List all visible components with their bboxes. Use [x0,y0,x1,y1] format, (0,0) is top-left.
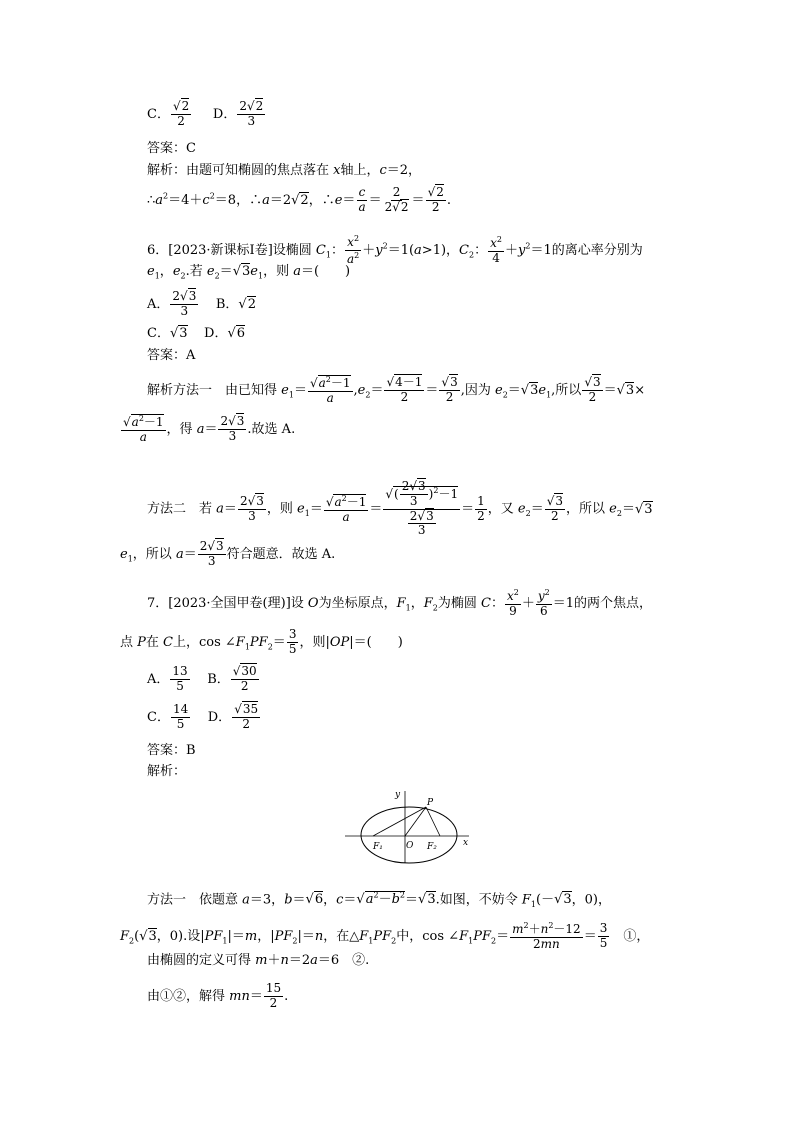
q7-stem-line1: 7．[2023·全国甲卷(理)]设 O为坐标原点，$F_1$，$F_2$为椭圆 C： $\frac{x^2}{9}$ ＋ $\frac{y^2}{6}$ ＝1的两个焦点， [147,588,653,618]
ellipse-figure [345,785,475,865]
q6-options-cd: C．√ 3 D．√ 6 [147,325,245,343]
q7-stem-line2: 点 P在 C上，$\cos \angle F_1PF_2=$ $\frac{3}{5}$ ，则|OP|＝( ) [120,627,403,656]
q7-method1-line4: 由①②，解得 mn＝ $\frac{15}{2}$ . [147,981,289,1010]
q7-options-ab: A． $\frac{13}{5}$ B． √ $\frac{30}{2}$ [147,665,260,694]
fraction: $\frac{2√ 2}{3}$ [237,100,265,129]
q6-method2-line1: 方法二 若 a＝ $\frac{2√ 3}{3}$ ，则 $e_1=$ √ $\frac{a^2-1}{a}$ ＝ √ ( $\frac{2√ 3}{3}$ )$^2$－1 $\frac{2√ 3}{3}$ ＝ $\frac{1}{2}$ ，又 $e_2=$ √ $\frac{3}{2}$ ，所以 $e_2=√$ 3 [147,480,653,538]
q6-method2-line2: $e_1$，所以 a＝ $\frac{2√ 3}{3}$ 符合题意．故选 A. [120,540,335,569]
fig-label-f1: F₁ [373,842,383,852]
q5-options: C． √ $\frac{2}{2}$ D． $\frac{2√ 2}{3}$ [147,100,266,129]
q6-method1-line1: 解析方法一 由已知得 $e_1=$ √ $\frac{a^2-1}{a}$ $,e_2=$ √ $\frac{4-1}{2}$ ＝ √ $\frac{3}{2}$ ,因为 $e_2=√$ $3e_1$,所以 √ $\frac{3}{2}$ ＝√ 3× [147,375,645,406]
q7-analysis-label: 解析： [147,764,187,779]
q7-options-cd: C． $\frac{14}{5}$ D． √ $\frac{35}{2}$ [147,703,261,732]
q5-analysis-line2: $\therefore a^2=4+c^2=8$，∴a＝2√ 2，∴e＝ $\frac{c}{a}$ ＝ $\frac{2}{2√ 2}$ ＝ √ $\frac{2}{2}$ . [147,186,451,215]
fraction: √ $\frac{2}{2}$ [171,100,191,129]
q6-stem-line2: $e_1$，$e_2$.若 $e_2=√$ $3e_1$，则 a＝( ) [147,263,350,286]
fig-label-o: O [406,841,414,851]
fig-label-y: y [395,790,401,800]
q6-stem-line1: 6．[2023·新课标Ⅰ卷]设椭圆 $C_1$： $\frac{x^2}{a^2}$ $+y^2=1(a>1)$，$C_2$： $\frac{x^2}{4}$ $+y^2=1$的离心率分别为 [147,234,643,266]
q7-answer: 答案：B [147,743,196,758]
q6-method1-line2: √ $\frac{a^2-1}{a}$ ，得 a＝ $\frac{2√ 3}{3}$ .故选 A. [120,414,295,445]
q5-answer: 答案：C [147,141,196,156]
q5-analysis-line1: 解析：由题可知椭圆的焦点落在 x轴上，c＝2， [147,163,422,178]
fig-label-x: x [463,838,469,848]
fig-label-p: P [427,798,434,808]
q7-method1-line1: 方法一 依题意 a＝3，b＝√ 6，c＝√ $a^2-b^2=√$ 3.如图，不妨令 $F_1(-√$ 3，0)， [147,887,611,914]
q7-method1-line2: $F_2(√$ 3，0).设$|PF_1|=m$，$|PF_2|=n$，在$\triangle F_1PF_2$中，$\cos \angle F_1PF_2=$ $\frac{m^2+n^2-12}{2mn}$ ＝ $\frac{3}{5}$ ①， [120,921,649,952]
q6-options-ab: A． $\frac{2√ 3}{3}$ B．√ 2 [147,290,256,319]
fig-label-f2: F₂ [427,842,437,852]
q7-method1-line3: 由椭圆的定义可得 m＋n＝2a＝6 ②. [147,953,370,968]
q6-answer: 答案：A [147,348,196,363]
